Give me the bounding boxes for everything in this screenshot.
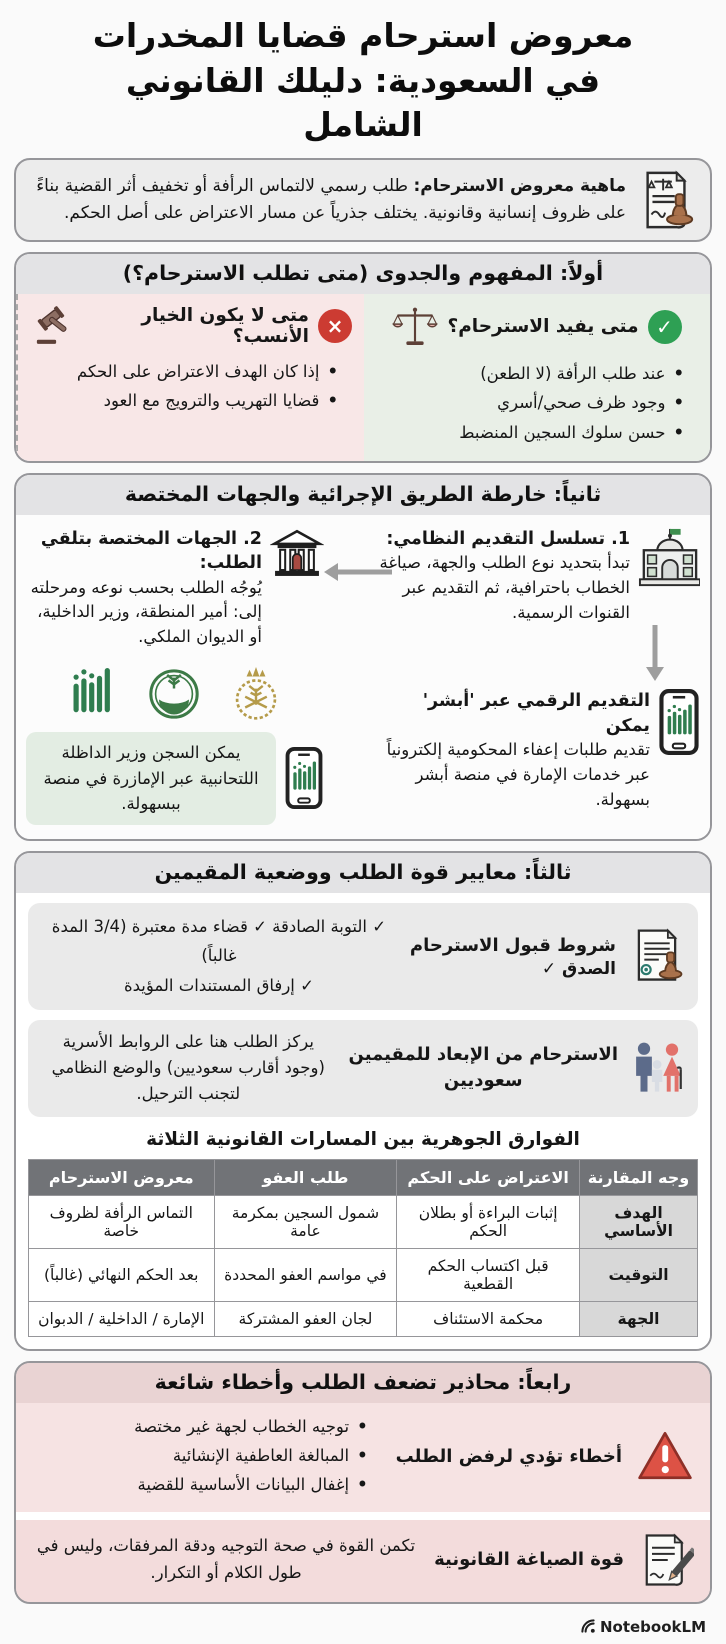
list-item: • إذا كان الهدف الاعتراض على الحكم (30, 357, 338, 387)
table-cell: محكمة الاستئناف (397, 1301, 580, 1336)
section4-header: رابعاً: محاذير تضعف الطلب وأخطاء شائعة (16, 1363, 710, 1403)
x-circle-icon: × (318, 309, 352, 343)
government-building-icon (638, 527, 700, 589)
gavel-icon (30, 304, 74, 348)
strength-label: قوة الصياغة القانونية (434, 1549, 624, 1570)
flow-arrow-left-icon (322, 561, 394, 583)
table-cell: التماس الرأفة لظروف خاصة (29, 1195, 215, 1248)
step2-block (26, 527, 324, 650)
step2-text: يُوجُه الطلب بحسب نوعه ومرحلته إلى: أمير المنطقة، وزير الداخلية، أو الديوان الملكي. (30, 577, 262, 647)
step1-label: 1. تسلسل التقديم النظامي: (386, 528, 630, 549)
errors-row (16, 1403, 710, 1512)
section3-header: ثالثاً: معايير قوة الطلب ووضعية المقيمين (16, 853, 710, 893)
section-criteria (14, 851, 712, 1351)
benefit-column (364, 294, 710, 461)
step1-text-block (376, 527, 630, 626)
check-circle-icon: ✓ (648, 310, 682, 344)
table-cell: في مواسم العفو المحددة (214, 1248, 397, 1301)
table-cell: قبل اكتساب الحكم القطعية (397, 1248, 580, 1301)
row-label-cell: الجهة (580, 1301, 698, 1336)
warning-triangle-icon (636, 1429, 694, 1483)
section-warnings (14, 1361, 712, 1604)
benefit-list (376, 359, 684, 448)
scales-icon (392, 304, 438, 350)
step2-label: 2. الجهات المختصة بتلقي الطلب: (40, 528, 262, 574)
table-header-cell: معروض الاسترحام (29, 1159, 215, 1195)
table-cell: لجان العفو المشتركة (214, 1301, 397, 1336)
note-row (26, 732, 324, 825)
errors-label: أخطاء تؤدي لرفض الطلب (395, 1445, 622, 1467)
section-concept (14, 252, 712, 463)
authority-emblems (26, 664, 324, 724)
step1-block (376, 527, 700, 626)
table-row (29, 1248, 698, 1301)
comparison-table-title: الفوارق الجوهرية بين المسارات القانونية الثلاثة (146, 1128, 580, 1150)
table-header-cell: طلب العفو (214, 1159, 397, 1195)
flow-arrow-down-icon (644, 625, 666, 687)
intro-label: ماهية معروض الاسترحام: (413, 176, 626, 197)
brand-name: NotebookLM (599, 1617, 706, 1636)
not-suitable-heading (30, 304, 352, 348)
intro-body: طلب رسمي لالتماس الرأفة أو تخفيف أثر القضية بناءً على ظروف إنسانية وقانونية. يختلف جذرياً عن مسار الاعتراض على أصل الحكم. (36, 176, 626, 223)
list-item: • حسن سلوك السجين المنضبط (376, 418, 684, 448)
footer (0, 1614, 726, 1644)
list-item: • قضايا التهريب والترويج مع العود (30, 386, 338, 416)
section2-header: ثانياً: خارطة الطريق الإجرائية والجهات المختصة (16, 475, 710, 515)
step2-text-block (26, 527, 262, 650)
infographic-page (0, 14, 726, 1636)
digital-block (376, 689, 700, 812)
benefit-title: متى يفيد الاسترحام؟ (447, 316, 639, 338)
conditions-label: شروط قبول الاسترحام (409, 935, 616, 957)
table-cell: شمول السجين بمكرمة عامة (214, 1195, 397, 1248)
list-item: • إغفال البيانات الأساسية للقضية (32, 1471, 368, 1500)
errors-list (32, 1413, 368, 1500)
conditions-line2: ✓ إرفاق المستندات المؤيدة (123, 976, 314, 996)
conditions-label-block (410, 933, 616, 979)
table-row (29, 1301, 698, 1336)
not-suitable-title: متى لا يكون الخيار الأنسب؟ (141, 304, 309, 347)
residents-label-block (349, 1042, 618, 1094)
section1-header: أولاً: المفهوم والجدوى (متى تطلب الاسترحام؟) (16, 254, 710, 294)
conditions-checklist (40, 912, 398, 1001)
residents-label: الاسترحام من الإبعاد للمقيمين (348, 1044, 618, 1066)
absher-logo-icon (67, 664, 119, 724)
note-box: يمكن السجن وزير الداظلة اللتحانبية عبر الإمازرة في منصة ببسهولة. (26, 732, 276, 825)
section3-body (16, 893, 710, 1349)
table-cell: إثبات البراءة أو بطلان الحكم (397, 1195, 580, 1248)
digital-text-block (376, 689, 650, 812)
row-label-cell: الهدف الأساسي (580, 1195, 698, 1248)
strength-row (16, 1520, 710, 1602)
courthouse-icon (270, 527, 324, 581)
absher-phone-icon (658, 689, 700, 755)
table-row (29, 1195, 698, 1248)
flow-right-column (376, 527, 700, 825)
royal-diwan-emblem-icon (229, 664, 283, 724)
strength-text: تكمن القوة في صحة التوجيه ودقة المرفقات، وليس في طول الكلام أو التكرار. (36, 1536, 416, 1582)
list-item: • عند طلب الرأفة (لا الطعن) (376, 359, 684, 389)
table-cell: بعد الحكم النهائي (غالباً) (29, 1248, 215, 1301)
digital-text: تقديم طلبات إعفاء المحكومية إلكترونياً عبر خدمات الإمارة في منصة أبشر بسهولة. (386, 740, 650, 809)
not-suitable-list (30, 357, 338, 416)
notebooklm-logo-icon (580, 1618, 596, 1634)
residents-box (28, 1020, 698, 1117)
family-icon (630, 1040, 686, 1096)
table-header-cell: وجه المقارنة (580, 1159, 698, 1195)
benefit-heading (376, 304, 698, 350)
list-item: • وجود ظرف صحي/أسري (376, 388, 684, 418)
conditions-box (28, 903, 698, 1010)
section2-body (16, 515, 710, 839)
section1-columns (16, 294, 710, 461)
residents-label2: سعوديين (443, 1070, 523, 1092)
step1-text: تبدأ بتحديد نوع الطلب والجهة، صياغة الخطاب باحترافية، ثم التقديم عبر القنوات الرسمية. (379, 553, 630, 622)
conditions-line1: ✓ التوبة الصادقة ✓ قضاء مدة معتبرة (3/4 المدة غالباً) (51, 916, 387, 966)
list-item: • توجيه الخطاب لجهة غير مختصة (32, 1413, 368, 1442)
section-roadmap (14, 473, 712, 841)
document-stamp-icon (628, 927, 686, 985)
table-header-cell: الاعتراض على الحكم (397, 1159, 580, 1195)
divider (16, 1512, 710, 1520)
interior-ministry-emblem-icon (145, 664, 203, 724)
row-label-cell: التوقيت (580, 1248, 698, 1301)
conditions-sublabel: الصدق ✓ (541, 959, 616, 980)
document-scales-stamp-icon (636, 169, 698, 231)
list-item: • المبالغة العاطفية الإنشائية (32, 1442, 368, 1471)
comparison-table (28, 1159, 698, 1337)
absher-phone-small-icon (284, 747, 324, 809)
document-pen-icon (638, 1532, 694, 1588)
table-cell: الإمارة / الداخلية / الدبوان (29, 1301, 215, 1336)
digital-label: التقديم الرقمي عبر 'أبشر' يمكن (422, 691, 650, 736)
not-suitable-column (16, 294, 364, 461)
intro-text (28, 173, 626, 226)
page-title: معروض استرحام قضايا المخدرات في السعودية: دليلك القانوني الشامل (92, 16, 634, 145)
residents-text: يركز الطلب هنا على الروابط الأسرية (وجود أقارب سعوديين) والوضع النظامي لتجنب الترحيل. (51, 1031, 325, 1104)
intro-card (14, 158, 712, 242)
